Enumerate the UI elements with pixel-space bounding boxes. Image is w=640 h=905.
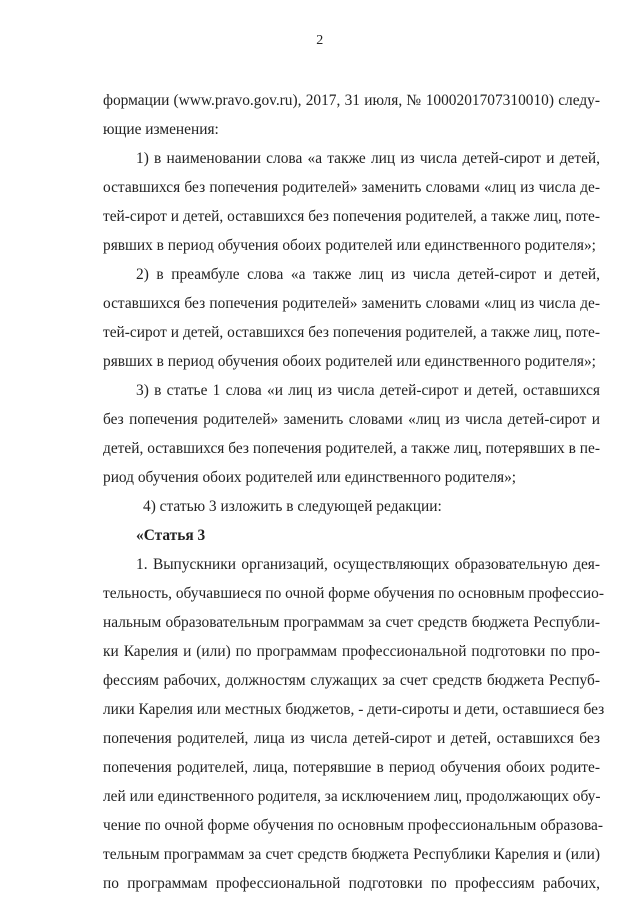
text-line: тельность, обучавшиеся по очной форме обучения по основным профессио- — [103, 585, 604, 602]
text-line: риод обучения обоих родителей или единственного родителя»; — [103, 469, 517, 486]
page-number: 2 — [316, 33, 324, 48]
text-line: тей-сирот и детей, оставшихся без попечения родителей, а также лиц, поте- — [103, 208, 600, 225]
text-line: 1) в наименовании слова «а также лиц из числа детей-сирот и детей, — [136, 150, 600, 167]
text-line: ки Карелия и (или) по программам профессиональной подготовки по про- — [103, 643, 600, 660]
text-line: попечения родителей, лица из числа детей-сирот и детей, оставшихся без — [103, 730, 600, 747]
text-line: 2) в преамбуле слова «а также лиц из числа детей-сирот и детей, — [136, 266, 600, 283]
text-line: попечения родителей, лица, потерявшие в период обучения обоих родите- — [103, 759, 600, 776]
text-line: 4) статью 3 изложить в следующей редакции: — [143, 498, 442, 515]
text-line: рявших в период обучения обоих родителей или единственного родителя»; — [103, 353, 596, 370]
text-line: тей-сирот и детей, оставшихся без попечения родителей, а также лиц, поте- — [103, 324, 600, 341]
text-line: 1. Выпускники организаций, осуществляющих образовательную дея- — [136, 556, 600, 573]
text-line: тельным программам за счет средств бюджета Республики Карелия и (или) — [103, 846, 600, 863]
text-line: 3) в статье 1 слова «и лиц из числа детей-сирот и детей, оставшихся — [136, 382, 600, 399]
text-line: нальным образовательным программам за счет средств бюджета Республи- — [103, 614, 600, 631]
text-line: лики Карелия или местных бюджетов, - дети-сироты и дети, оставшиеся без — [103, 701, 605, 718]
text-line: ющие изменения: — [103, 121, 219, 138]
text-line: фессиям рабочих, должностям служащих за счет средств бюджета Респуб- — [103, 672, 600, 689]
text-line: без попечения родителей» заменить словами «лиц из числа детей-сирот и — [103, 411, 600, 428]
text-line: оставшихся без попечения родителей» заменить словами «лиц из числа де- — [103, 295, 600, 312]
text-line: оставшихся без попечения родителей» заменить словами «лиц из числа де- — [103, 179, 600, 196]
article-heading: «Статья 3 — [136, 527, 206, 544]
text-line: лей или единственного родителя, за исключением лиц, продолжающих обу- — [103, 788, 601, 805]
document-body — [103, 86, 605, 898]
text-line: детей, оставшихся без попечения родителей, а также лиц, потерявших в пе- — [103, 440, 600, 457]
text-line: рявших в период обучения обоих родителей или единственного родителя»; — [103, 237, 596, 254]
text-line: чение по очной форме обучения по основным профессиональным образова- — [103, 817, 603, 834]
text-line: по программам профессиональной подготовки по профессиям рабочих, — [103, 875, 600, 892]
text-line: формации (www.pravo.gov.ru), 2017, 31 июля, № 1000201707310010) следу- — [103, 92, 600, 109]
